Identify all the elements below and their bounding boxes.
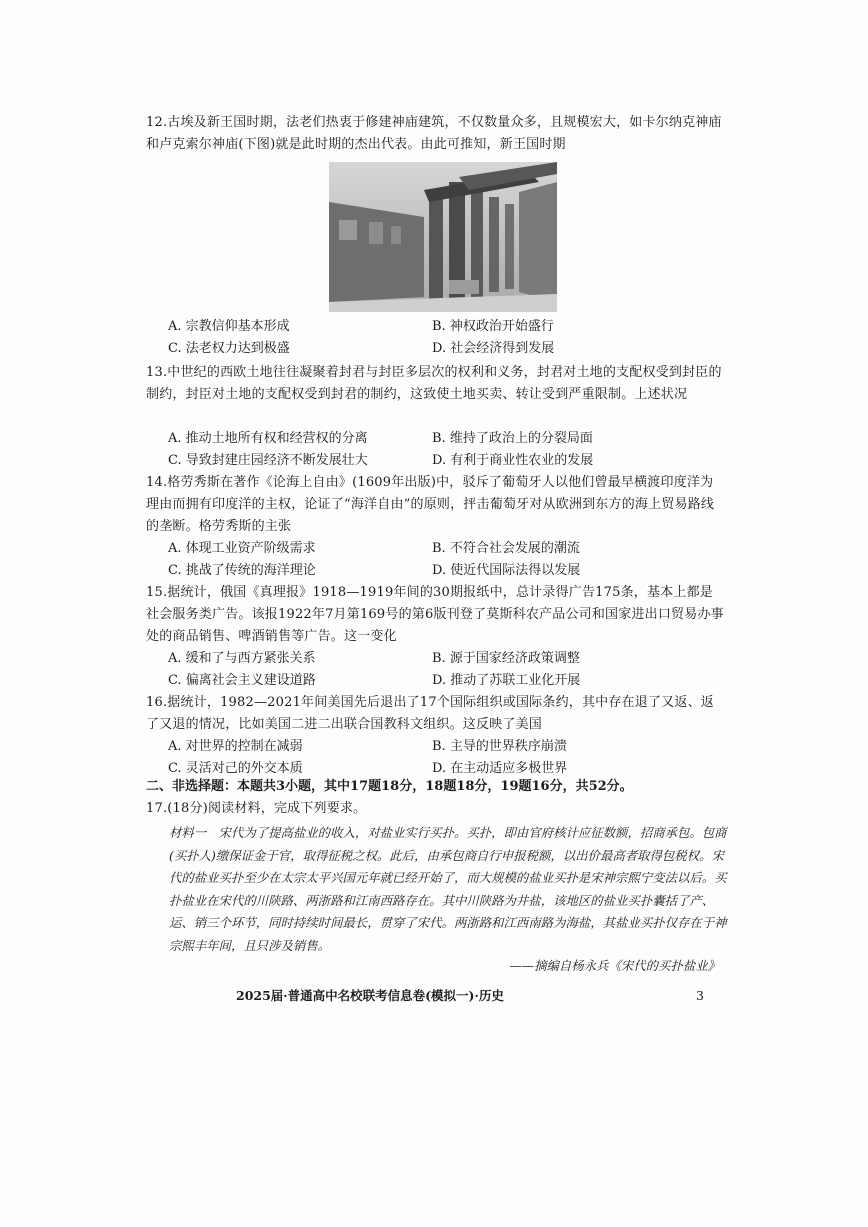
question-16-options [168, 736, 728, 780]
question-12-text: 12.古埃及新王国时期，法老们热衷于修建神庙建筑，不仅数量众多，且规模宏大，如卡尔纳克神庙和卢克索尔神庙(下图)就是此时期的杰出代表。由此可推知，新王国时期 [146, 115, 722, 152]
question-13-options [168, 428, 728, 472]
q13-option-d[interactable]: D. 有利于商业性农业的发展 [432, 453, 594, 468]
q15-option-a[interactable]: A. 缓和了与西方紧张关系 [168, 651, 316, 666]
page-number: 3 [696, 988, 704, 1003]
q12-option-a[interactable]: A. 宗教信仰基本形成 [168, 319, 290, 334]
q12-option-b[interactable]: B. 神权政治开始盛行 [432, 319, 554, 334]
question-15-options [168, 648, 728, 692]
question-12-options [168, 316, 728, 360]
q16-option-c[interactable]: C. 灵活对己的外交本质 [168, 761, 303, 776]
question-14-text: 14.格劳秀斯在著作《论海上自由》(1609年出版)中，驳斥了葡萄牙人以他们曾最早横渡印度洋为理由而拥有印度洋的主权，论证了“海洋自由”的原则，抨击葡萄牙对从欧洲到东方的海上贸易路线的垄断。格劳秀斯的主张 [146, 475, 715, 534]
question-16-text: 16.据统计，1982—2021年间美国先后退出了17个国际组织或国际条约，其中存在退了又返、返了又退的情况，比如美国二进二出联合国教科文组织。这反映了美国 [146, 695, 714, 732]
q16-option-b[interactable]: B. 主导的世界秩序崩溃 [432, 739, 567, 754]
q16-option-d[interactable]: D. 在主动适应多极世界 [432, 761, 568, 776]
q15-option-b[interactable]: B. 源于国家经济政策调整 [432, 651, 580, 666]
q12-option-c[interactable]: C. 法老权力达到极盛 [168, 341, 290, 356]
temple-illustration [329, 162, 557, 312]
material-one: 材料一 宋代为了提高盐业的收入，对盐业实行买扑。买扑，即由官府核计应征数额，招商承包。包商(买扑人)缴保证金于官，取得征税之权。此后，由承包商自行申报税额，以出价最高者取得包税权。宋代的盐业买扑至少在太宗太平兴国元年就已经开始了，而大规模的盐业买扑是宋神宗熙宁变法以后。买扑盐业在宋代的川陕路、两浙路和江南西路存在。其中川陕路为井盐，该地区的盐业买扑囊括了产、运、销三个环节，同时持续时间最长，贯穿了宋代。两浙路和江西南路为海盐，其盐业买扑仅存在于神宗熙丰年间，且只涉及销售。 [169, 825, 727, 953]
q14-option-b[interactable]: B. 不符合社会发展的潮流 [432, 541, 580, 556]
q14-option-d[interactable]: D. 使近代国际法得以发展 [432, 563, 581, 578]
q13-option-b[interactable]: B. 维持了政治上的分裂局面 [432, 431, 593, 446]
q16-option-a[interactable]: A. 对世界的控制在减弱 [168, 739, 303, 754]
q12-option-d[interactable]: D. 社会经济得到发展 [432, 341, 555, 356]
material-source: ——摘编自杨永兵《宋代的买扑盐业》 [509, 958, 720, 973]
q13-option-a[interactable]: A. 推动土地所有权和经营权的分离 [168, 431, 368, 446]
question-17-text: 17.(18分)阅读材料，完成下列要求。 [146, 801, 367, 816]
q15-option-c[interactable]: C. 偏离社会主义建设道路 [168, 673, 316, 688]
q14-option-c[interactable]: C. 挑战了传统的海洋理论 [168, 563, 316, 578]
q13-option-c[interactable]: C. 导致封建庄园经济不断发展壮大 [168, 453, 368, 468]
q14-option-a[interactable]: A. 体现工业资产阶级需求 [168, 541, 316, 556]
question-14-options [168, 538, 728, 582]
page-footer: 2025届·普通高中名校联考信息卷(模拟一)·历史 [236, 988, 504, 1003]
section-heading: 二、非选择题：本题共3小题，其中17题18分，18题18分，19题16分，共52分。 [146, 779, 633, 794]
question-15-text: 15.据统计，俄国《真理报》1918—1919年间的30期报纸中，总计录得广告175条，基本上都是社会服务类广告。该报1922年7月第169号的第6版刊登了莫斯科农产品公司和国家进出口贸易办事处的商品销售、啤酒销售等广告。这一变化 [146, 585, 724, 644]
q15-option-d[interactable]: D. 推动了苏联工业化开展 [432, 673, 581, 688]
question-13-text: 13.中世纪的西欧土地往往凝聚着封君与封臣多层次的权利和义务，封君对土地的支配权受到封臣的制约，封臣对土地的支配权受到封君的制约，这致使土地买卖、转让受到严重限制。上述状况 [146, 365, 722, 402]
temple-photo [329, 162, 557, 312]
